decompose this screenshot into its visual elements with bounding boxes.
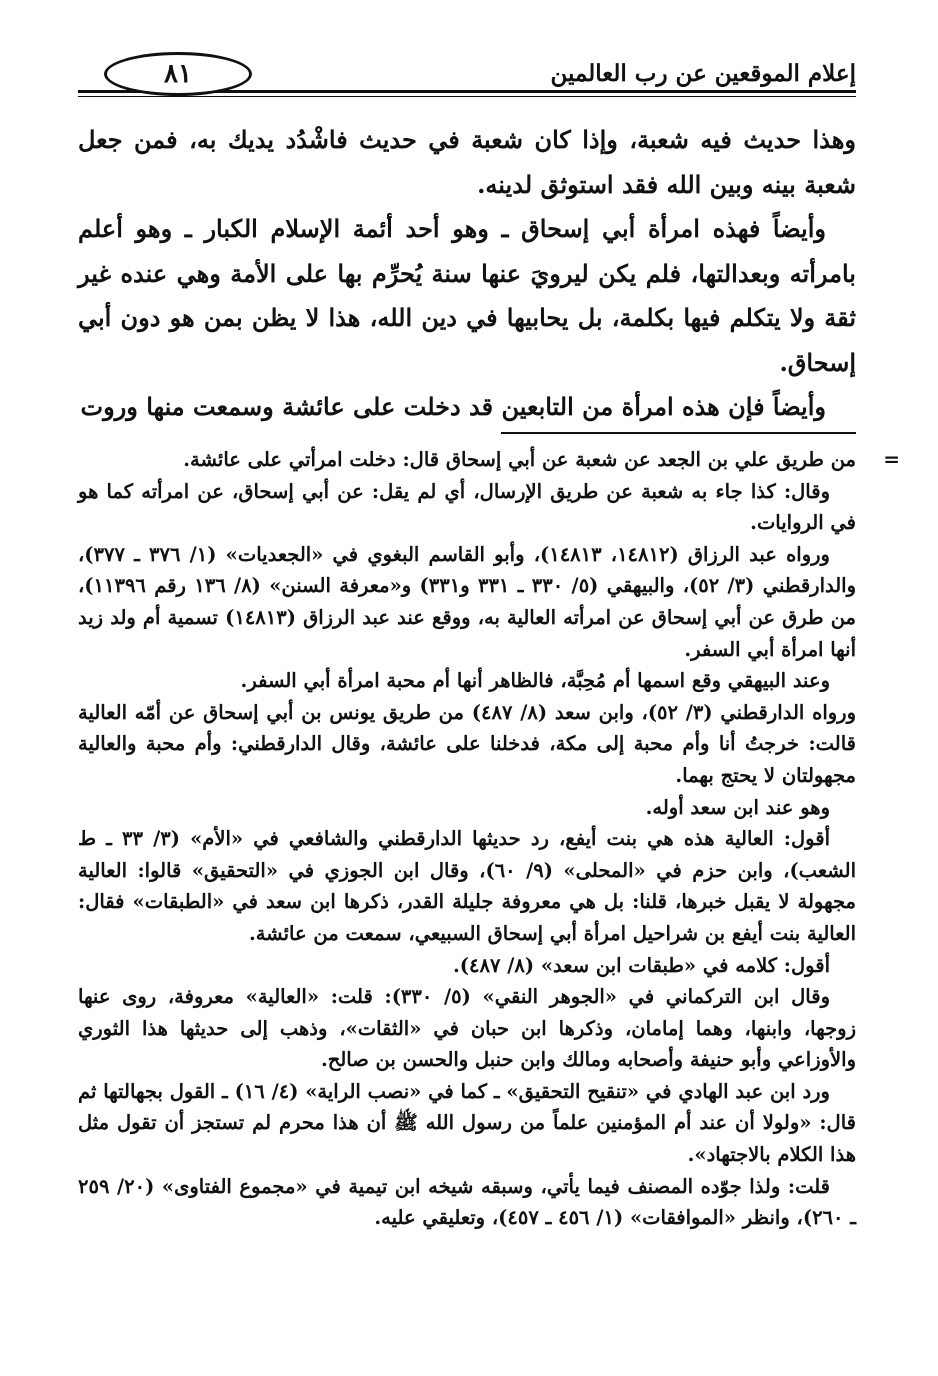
page-number: ٨١ bbox=[164, 59, 192, 89]
footnote-paragraph: وقال: كذا جاء به شعبة عن طريق الإرسال، أي لم يقل: عن أبي إسحاق، عن امرأته كما هو في الروايات. bbox=[78, 479, 856, 535]
main-paragraph: وأيضاً فإن هذه امرأة من التابعين قد دخلت على عائشة وسمعت منها وروت bbox=[80, 392, 826, 421]
footnote-paragraph: ورد ابن عبد الهادي في «تنقيح التحقيق» ـ كما في «نصب الراية» (٤/ ١٦) ـ القول بجهالتها ثم قال: «ولولا أن عند أم المؤمنين علماً من رسول الله ﷺ أن هذا محرم لم تستجز أن تقول مثل هذا الكلام بالاجتهاد». bbox=[78, 1079, 856, 1167]
footnote-paragraph: وعند البيهقي وقع اسمها أم مُحِبَّة، فالظاهر أنها أم محبة امرأة أبي السفر. bbox=[240, 669, 830, 693]
running-title: إعلام الموقعين عن رب العالمين bbox=[550, 60, 856, 87]
footnote-paragraph: وقال ابن التركماني في «الجوهر النقي» (٥/ ٣٣٠): قلت: «العالية» معروفة، روى عنها زوجها، وابنها، وهما إمامان، وذكرها ابن حبان في «الثقات»، وذهب إلى حديثها هذا الثوري والأوزاعي وأبو حنيفة وأصحابه ومالك وابن حنبل والحسن بن صالح. bbox=[78, 985, 856, 1072]
header-rule-thin bbox=[78, 96, 856, 97]
footnote-paragraph: أقول: العالية هذه هي بنت أيفع، رد حديثها الدارقطني والشافعي في «الأم» (٣/ ٣٣ ـ ط الشعب)، وابن حزم في «المحلى» (٩/ ٦٠)، وقال ابن الجوزي في «التحقيق» قالوا: العالية مجهولة لا يقبل خبرها، قلنا: بل هي معروفة جليلة القدر، ذكرها ابن سعد في «الطبقات» فقال: العالية بنت أيفع بن شراحيل امرأة أبي إسحاق السبيعي، سمعت من عائشة. bbox=[78, 827, 856, 945]
footnotes bbox=[78, 444, 900, 1234]
main-text bbox=[78, 118, 856, 430]
footnote-paragraph: ورواه عبد الرزاق (١٤٨١٢، ١٤٨١٣)، وأبو القاسم البغوي في «الجعديات» (١/ ٣٧٦ ـ ٣٧٧)، والدارقطني (٣/ ٥٢)، والبيهقي (٥/ ٣٣٠ ـ ٣٣١ و٣٣١) و«معرفة السنن» (٨/ ١٣٦ رقم ١١٣٩٦)، من طرق عن أبي إسحاق عن امرأته العالية به، ووقع عند عبد الرزاق (١٤٨١٣) تسمية أم ولد زيد أنها امرأة أبي السفر. bbox=[78, 542, 857, 661]
main-paragraph: وأيضاً فهذه امرأة أبي إسحاق ـ وهو أحد أئمة الإسلام الكبار ـ وهو أعلم بامرأته وبعدالتها، فلم يكن ليرويَ عنها سنة يُحرِّم بها على الأمة وهي عنده غير ثقة ولا يتكلم فيها بكلمة، بل يحابيها في دين الله، هذا لا يظن بمن هو دون أبي إسحاق. bbox=[78, 214, 856, 377]
page-header bbox=[78, 52, 856, 110]
footnote-paragraph: وهو عند ابن سعد أوله. bbox=[645, 795, 830, 819]
footnote-paragraph: قلت: ولذا جوّده المصنف فيما يأتي، وسبقه شيخه ابن تيمية في «مجموع الفتاوى» (٢٠/ ٢٥٩ ـ ٢٦٠)، وانظر «الموافقات» (١/ ٤٥٦ ـ ٤٥٧)، وتعليقي عليه. bbox=[78, 1174, 856, 1230]
footnote-paragraph: أقول: كلامه في «طبقات ابن سعد» (٨/ ٤٨٧). bbox=[453, 953, 830, 977]
footnote-paragraph: ورواه الدارقطني (٣/ ٥٢)، وابن سعد (٨/ ٤٨٧) من طريق يونس بن أبي إسحاق عن أمّه العالية قالت: خرجتُ أنا وأم محبة إلى مكة، فدخلنا على عائشة، وقال الدارقطني: وأم محبة والعالية مجهولتان لا يحتج بهما. bbox=[78, 700, 856, 787]
footnote-paragraph bbox=[78, 444, 900, 476]
footnote-text: من طريق علي بن الجعد عن شعبة عن أبي إسحاق قال: دخلت امرأتي على عائشة. bbox=[183, 448, 856, 471]
continuation-mark: = bbox=[883, 447, 900, 471]
main-paragraph: وهذا حديث فيه شعبة، وإذا كان شعبة في حديث فاشْدُد يديك به، فمن جعل شعبة بينه وبين الله فقد استوثق لدينه. bbox=[78, 125, 856, 199]
page-number-badge bbox=[104, 52, 252, 96]
footnote-separator bbox=[501, 432, 856, 434]
